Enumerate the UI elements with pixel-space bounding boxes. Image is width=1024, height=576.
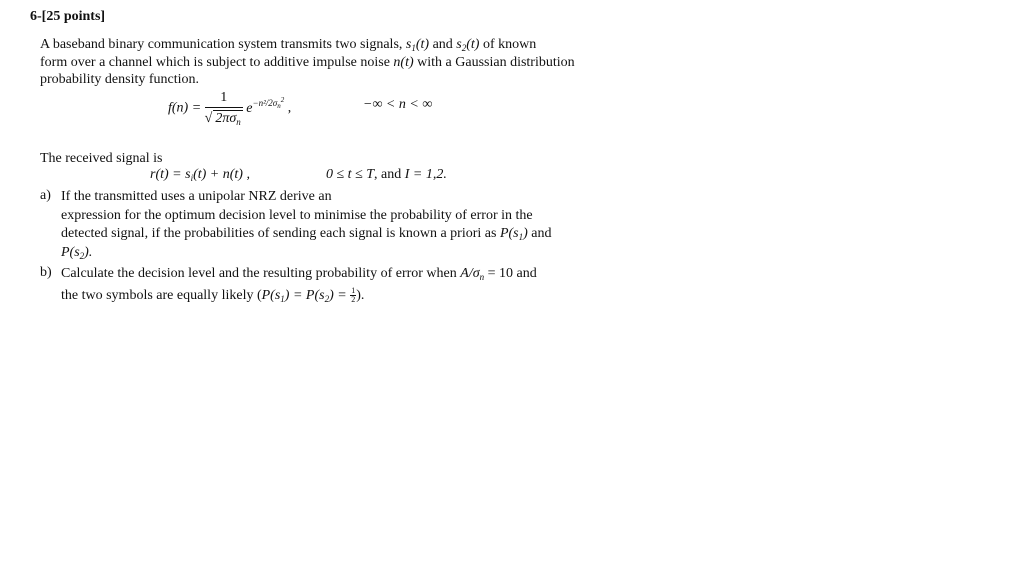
and-word: and xyxy=(432,37,453,52)
noise-symbol: n(t) xyxy=(393,55,414,70)
intro-tail: of known xyxy=(482,37,537,52)
received-label: The received signal is xyxy=(40,151,163,166)
part-b-line-1 xyxy=(61,265,537,286)
part-b-line-2-text: the two symbols are equally likely ( xyxy=(61,288,262,303)
intro-text-2-tail: with a Gaussian distribution xyxy=(417,55,575,70)
part-a-line-2: expression for the optimum decision level to minimise the probability of error in the xyxy=(61,208,533,223)
question-heading: 6-[25 points] xyxy=(30,9,106,24)
pdf-lhs: f(n) = xyxy=(168,100,202,116)
pdf-equation xyxy=(168,90,291,127)
one-half-fraction: $\frac{1}{2}$ xyxy=(351,286,356,305)
pdf-range: −∞ < n < ∞ xyxy=(363,97,433,112)
part-b-label: b) xyxy=(40,265,52,280)
part-b-line-2-tail: ). xyxy=(356,288,365,303)
part-b-line-1-text: Calculate the decision level and the resulting probability of error when xyxy=(61,266,457,281)
part-a-line-3 xyxy=(61,225,552,246)
part-a-line-1: If the transmitted uses a unipolar NRZ derive an xyxy=(61,189,332,204)
part-a-line-3-text: detected signal, if the probabilities of sending each signal is known a priori as xyxy=(61,226,497,241)
part-a-and: and xyxy=(531,226,552,241)
snr-value: = 10 xyxy=(487,266,514,281)
intro-line-2 xyxy=(40,54,575,71)
prob-s1: $P(s_1)$ xyxy=(499,226,528,242)
received-lhs: $r(t) = s_i(t) + n(t)$ , xyxy=(150,167,250,183)
pdf-fraction xyxy=(205,90,243,127)
prob-s2: $P(s_2)$. xyxy=(61,245,93,261)
part-b-line-2 xyxy=(61,287,364,308)
signal-s2: $s_2(t)$ xyxy=(456,37,480,53)
pdf-exponential: $e^{-n^2/2\sigma_n^2}$ xyxy=(246,95,285,116)
index-text: I = 1,2. xyxy=(404,167,447,182)
intro-line-3: probability density function. xyxy=(40,72,200,87)
pdf-comma: , xyxy=(287,100,292,116)
snr-ratio: $A/\sigma_n$ xyxy=(460,266,485,282)
intro-text-2: form over a channel which is subject to additive impulse noise xyxy=(40,55,390,70)
part-a-label: a) xyxy=(40,188,51,203)
received-equation xyxy=(150,167,250,183)
domain-and: , and xyxy=(374,167,402,182)
signal-s1: $s_1(t)$ xyxy=(405,37,430,53)
received-domain xyxy=(326,167,447,183)
part-b-line-1-tail: and xyxy=(516,266,537,281)
equal-prob-expr: $P(s_1) = P(s_2)$ = xyxy=(261,288,347,304)
intro-text: A baseband binary communication system transmits two signals, xyxy=(40,37,403,52)
pdf-numerator: 1 xyxy=(205,90,243,108)
domain-text: 0 ≤ t ≤ T xyxy=(326,167,375,182)
pdf-denominator: √ $2\pi\sigma_n$ xyxy=(204,111,241,127)
